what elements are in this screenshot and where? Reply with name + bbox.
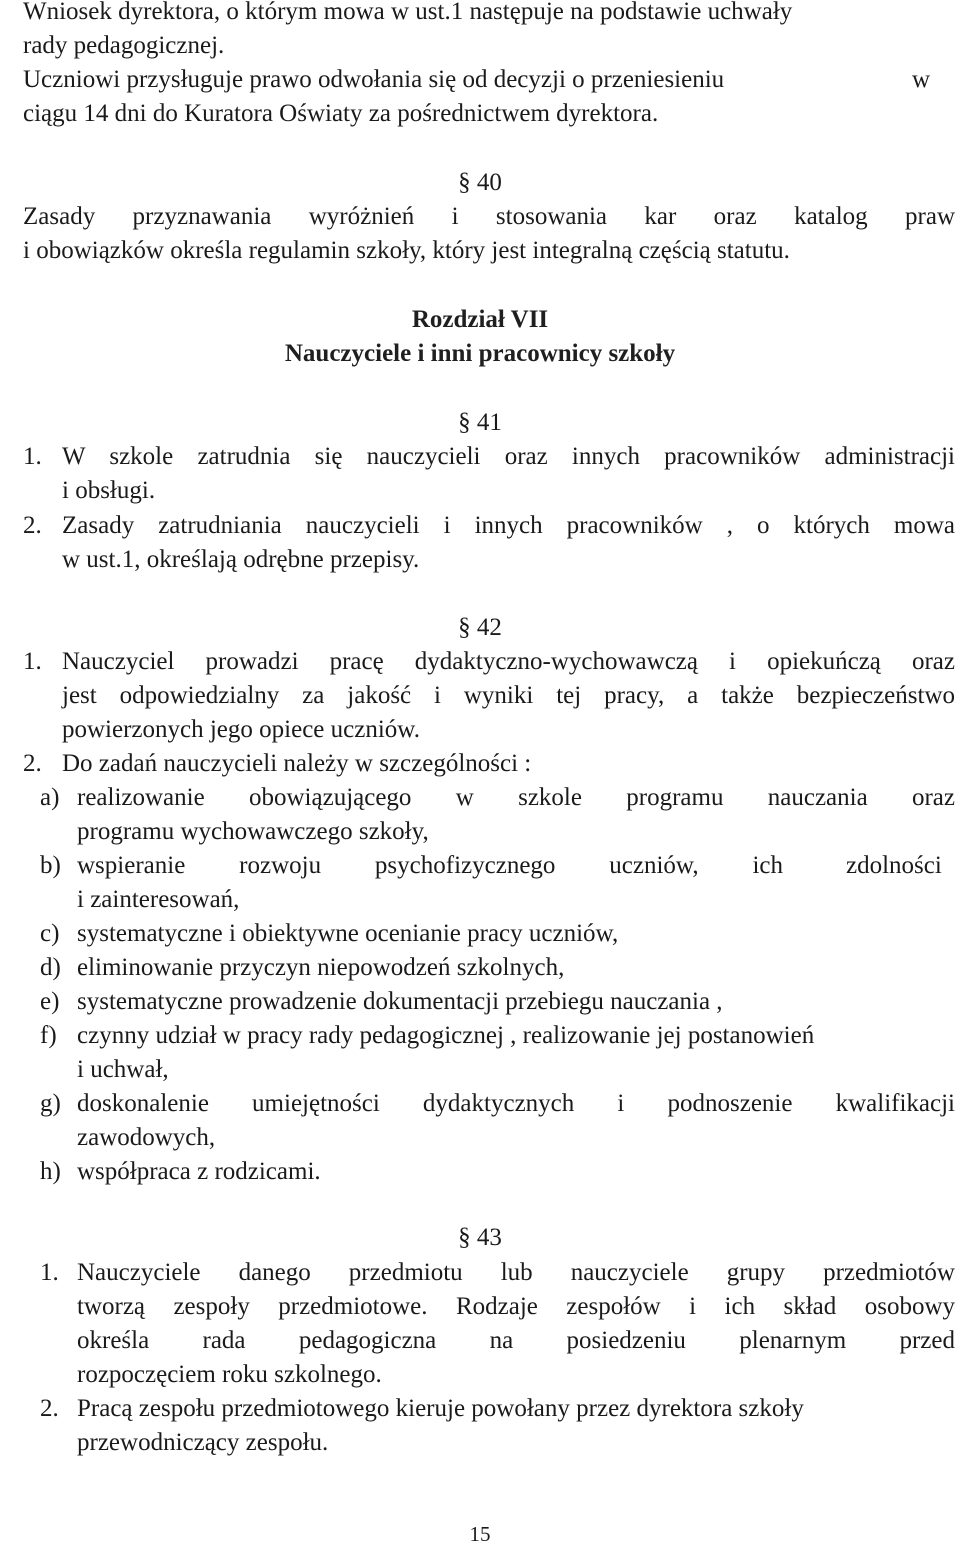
section-42-point-1-line-3: powierzonych jego opiece uczniów. xyxy=(62,716,420,743)
section-43-point-1-line-1: Nauczyciele danego przedmiotu lub nauczyciele grupy przedmiotów xyxy=(77,1259,955,1286)
section-43-point-1-number: 1. xyxy=(40,1259,59,1286)
section-41-point-1-line-2: i obsługi. xyxy=(62,477,156,504)
list-item-d-line-1: eliminowanie przyczyn niepowodzeń szkolnych, xyxy=(77,954,565,981)
list-item-b-line-1-end: zdolności xyxy=(846,852,942,879)
intro-line-3-end: w xyxy=(912,66,931,93)
intro-line-3: Uczniowi przysługuje prawo odwołania się od decyzji o przeniesieniu xyxy=(23,66,725,93)
list-item-letter: h) xyxy=(40,1158,61,1185)
section-42-heading: § 42 xyxy=(458,614,502,641)
section-43-point-2-line-2: przewodniczący zespołu. xyxy=(77,1429,329,1456)
list-item-letter: a) xyxy=(40,784,60,811)
section-42-point-1-number: 1. xyxy=(23,648,42,675)
section-42-point-2-number: 2. xyxy=(23,750,42,777)
section-41-point-2-line-2: w ust.1, określają odrębne przepisy. xyxy=(62,546,420,573)
list-item-a-line-2: programu wychowawczego szkoły, xyxy=(77,818,429,845)
list-item-b-line-1: wspieranie rozwoju psychofizycznego uczniów, ich xyxy=(77,852,783,879)
list-item-f-line-1: czynny udział w pracy rady pedagogicznej , realizowanie jej postanowień xyxy=(77,1022,815,1049)
list-item-e-line-1: systematyczne prowadzenie dokumentacji przebiegu nauczania , xyxy=(77,988,723,1015)
section-42-point-1-line-2: jest odpowiedzialny za jakość i wyniki tej pracy, a także bezpieczeństwo xyxy=(62,682,955,709)
section-42-point-1-line-1: Nauczyciel prowadzi pracę dydaktyczno-wychowawczą i opiekuńczą oraz xyxy=(62,648,955,675)
list-item-c-line-1: systematyczne i obiektywne ocenianie pracy uczniów, xyxy=(77,920,619,947)
section-40-line-2: i obowiązków określa regulamin szkoły, który jest integralną częścią statutu. xyxy=(23,237,790,264)
list-item-f-line-2: i uchwał, xyxy=(77,1056,169,1083)
list-item-b-line-2: i zainteresowań, xyxy=(77,886,240,913)
section-43-point-1-line-3: określa rada pedagogiczna na posiedzeniu plenarnym przed xyxy=(77,1327,955,1354)
chapter-title: Rozdział VII xyxy=(411,306,549,333)
list-item-letter: g) xyxy=(40,1090,61,1117)
list-item-letter: c) xyxy=(40,920,60,947)
section-42-point-2-text: Do zadań nauczycieli należy w szczególności : xyxy=(62,750,532,777)
section-41-point-1-line-1: W szkole zatrudnia się nauczycieli oraz innych pracowników administracji xyxy=(62,443,955,470)
section-41-point-2-line-1: Zasady zatrudniania nauczycieli i innych pracowników , o których mowa xyxy=(62,512,955,539)
section-40-line-1: Zasady przyznawania wyróżnień i stosowania kar oraz katalog praw xyxy=(23,203,955,230)
section-43-heading: § 43 xyxy=(458,1224,502,1251)
section-43-point-1-line-2: tworzą zespoły przedmiotowe. Rodzaje zespołów i ich skład osobowy xyxy=(77,1293,955,1320)
section-43-point-2-line-1: Pracą zespołu przedmiotowego kieruje powołany przez dyrektora szkoły xyxy=(77,1395,804,1422)
section-41-heading: § 41 xyxy=(458,409,502,436)
list-item-g-line-2: zawodowych, xyxy=(77,1124,216,1151)
section-43-point-2-number: 2. xyxy=(40,1395,59,1422)
chapter-subtitle: Nauczyciele i inni pracownicy szkoły xyxy=(284,340,676,367)
list-item-letter: d) xyxy=(40,954,61,981)
list-item-letter: f) xyxy=(40,1022,57,1049)
list-item-letter: b) xyxy=(40,852,61,879)
intro-line-1: Wniosek dyrektora, o którym mowa w ust.1 następuje na podstawie uchwały xyxy=(23,0,793,25)
page-number: 15 xyxy=(469,1522,491,1546)
intro-line-2: rady pedagogicznej. xyxy=(23,32,225,59)
list-item-a-line-1: realizowanie obowiązującego w szkole programu nauczania oraz xyxy=(77,784,955,811)
intro-line-4: ciągu 14 dni do Kuratora Oświaty za pośrednictwem dyrektora. xyxy=(23,100,659,127)
list-item-h-line-1: współpraca z rodzicami. xyxy=(77,1158,321,1185)
section-41-point-1-number: 1. xyxy=(23,443,42,470)
list-item-g-line-1: doskonalenie umiejętności dydaktycznych i podnoszenie kwalifikacji xyxy=(77,1090,955,1117)
section-43-point-1-line-4: rozpoczęciem roku szkolnego. xyxy=(77,1361,382,1388)
list-item-letter: e) xyxy=(40,988,60,1015)
section-40-heading: § 40 xyxy=(458,169,502,196)
section-41-point-2-number: 2. xyxy=(23,512,42,539)
